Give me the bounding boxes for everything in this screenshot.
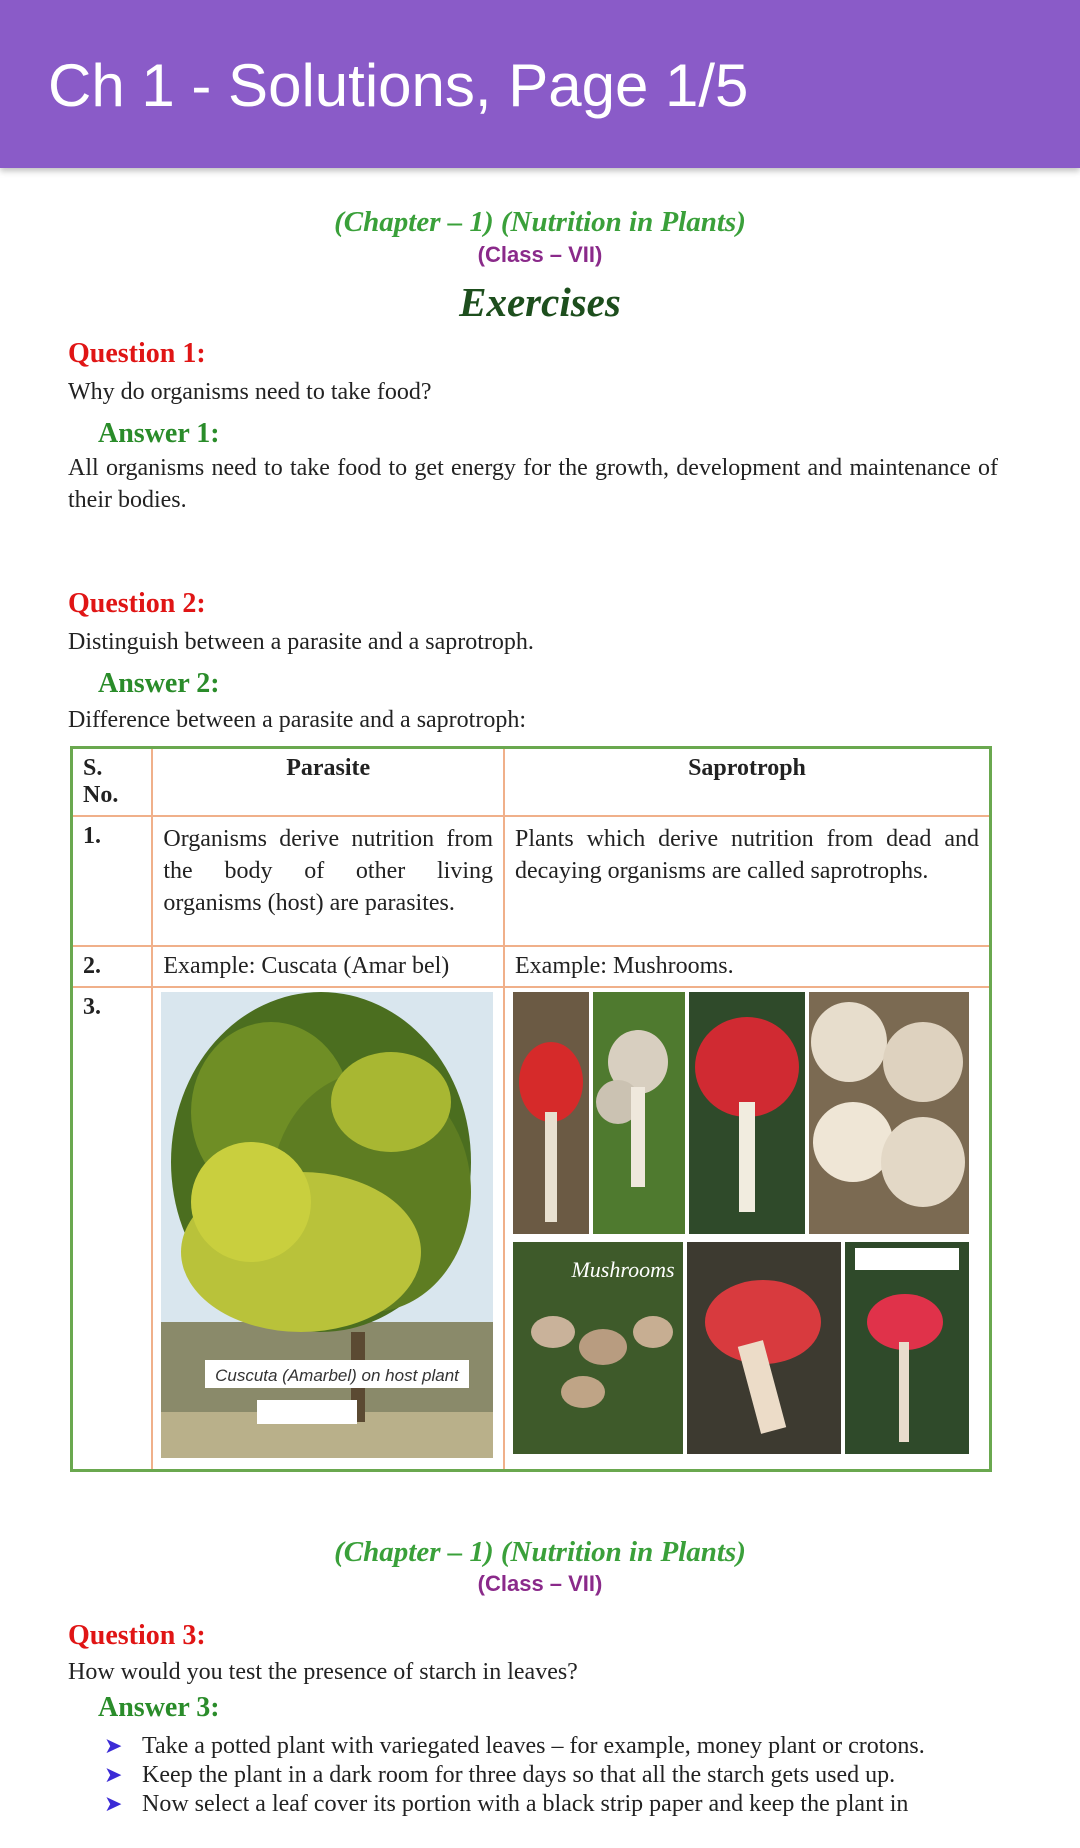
row-1-parasite: Organisms derive nutrition from the body of other living organisms (host) are parasites. [152,816,504,946]
row-1-sno: 1. [72,816,153,946]
answer-1-text: All organisms need to take food to get energy for the growth, development and maintenance of their bodies. [68,455,998,513]
row-3-sno: 3. [72,987,153,1471]
row-3-saprotroph-image-cell [504,987,991,1471]
list-item [104,1732,1004,1761]
question-2-label: Question 2: [68,588,206,619]
cuscuta-tree-image [161,992,493,1458]
saprotroph-image-caption: Mushrooms [571,1257,675,1282]
list-item [104,1761,1004,1790]
mushrooms-image [513,992,981,1458]
bullet-text: Keep the plant in a dark room for three days so that all the starch gets used up. [142,1762,896,1788]
answer-1-label: Answer 1: [98,418,220,449]
question-1-text: Why do organisms need to take food? [68,379,432,405]
row-3-parasite-image-cell [152,987,504,1471]
row-2-saprotroph: Example: Mushrooms. [504,946,991,987]
arrow-bullet-icon: ➤ [104,1792,123,1817]
arrow-bullet-icon: ➤ [104,1763,123,1788]
table-row [72,816,991,946]
comparison-table [70,746,992,1472]
parasite-image-caption: Cuscuta (Amarbel) on host plant [215,1366,460,1385]
answer-2-intro: Difference between a parasite and a saprotroph: [68,707,527,733]
app-bar [0,0,1080,168]
header-sno: S. No. [72,748,153,817]
app-title: Ch 1 - Solutions, Page 1/5 [48,52,749,119]
bullet-text: Now select a leaf cover its portion with a black strip paper and keep the plant in [142,1791,909,1817]
arrow-bullet-icon: ➤ [104,1734,123,1759]
table-header-row [72,748,991,817]
list-item [104,1790,1004,1819]
row-2-parasite: Example: Cuscata (Amar bel) [152,946,504,987]
table-row [72,946,991,987]
document-page[interactable] [0,168,1080,1848]
answer-2-label: Answer 2: [98,668,220,699]
class-header-2: (Class – VII) [477,1571,603,1596]
header-parasite: Parasite [152,748,504,817]
bullet-text: Take a potted plant with variegated leaves – for example, money plant or crotons. [142,1733,925,1759]
question-2-text: Distinguish between a parasite and a saprotroph. [68,629,534,655]
exercises-title: Exercises [459,279,621,325]
chapter-header-2: (Chapter – 1) (Nutrition in Plants) [334,1536,746,1568]
table-row [72,987,991,1471]
row-2-sno: 2. [72,946,153,987]
question-3-label: Question 3: [68,1620,206,1651]
answer-3-label: Answer 3: [98,1692,220,1723]
header-saprotroph: Saprotroph [504,748,991,817]
question-1-label: Question 1: [68,338,206,369]
row-1-saprotroph: Plants which derive nutrition from dead and decaying organisms are called saprotrophs. [504,816,991,946]
class-header: (Class – VII) [477,242,603,267]
question-3-text: How would you test the presence of starch in leaves? [68,1659,578,1685]
chapter-header: (Chapter – 1) (Nutrition in Plants) [334,206,746,238]
answer-3-list [104,1732,1004,1819]
